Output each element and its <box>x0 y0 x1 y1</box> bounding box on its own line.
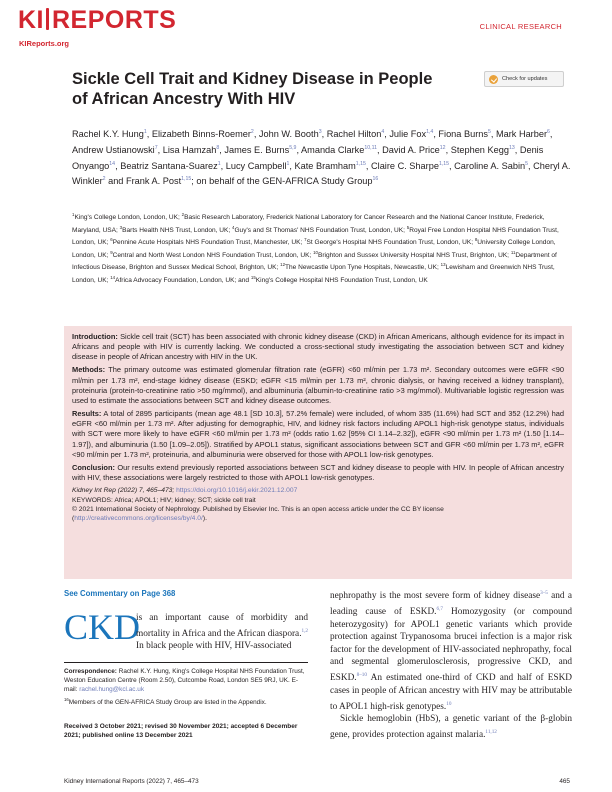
check-updates-icon <box>489 75 498 84</box>
affiliation-number: 15 <box>250 274 256 280</box>
author-name[interactable]: Beatriz Santana-Suarez <box>120 160 218 171</box>
author-name[interactable]: Lucy Campbell <box>225 160 287 171</box>
check-for-updates-button[interactable]: Check for updates <box>484 71 564 87</box>
affiliation-text: Africa Advocacy Foundation, London, UK; and <box>115 277 251 285</box>
affiliation-text: Pennine Acute Hospitals NHS Foundation Trust, Manchester, UK; <box>112 239 305 247</box>
author-name[interactable]: Elizabeth Binns-Roemer <box>151 129 251 140</box>
affiliation-text: Brighton and Sussex University Hospital NHS Trust, Brighton, UK; <box>317 251 511 259</box>
affiliation-number: 9 <box>110 249 113 255</box>
author-name[interactable]: Lisa Hamzah <box>162 144 217 155</box>
section-label: CLINICAL RESEARCH <box>479 22 562 31</box>
affiliation-marker[interactable]: 6 <box>547 129 550 135</box>
affiliation-marker[interactable]: 5 <box>525 160 529 167</box>
correspondence-block: Correspondence: Rachel K.Y. Hung, King's College Hospital NHS Foundation Trust, Weston Education Centre (Room 2.50), Cutcombe Road, London SE5 9RJ, UK. E-mail: rachel.hung@kcl.ac.uk $^{16}$Members of the GEN-AFRICA Study Group are listed in the Appendix. <box>64 668 305 706</box>
author-name[interactable]: James E. Burns <box>224 144 290 155</box>
affiliation-marker[interactable]: 12 <box>439 144 446 151</box>
body-right-column <box>330 587 572 742</box>
affiliation-text: King's College London, London, UK; <box>74 214 182 222</box>
affiliation-text: Basic Research Laboratory, Frederick National Laboratory for Cancer Research and the National Cancer Institute, Frederick, Maryland, USA; <box>72 214 545 234</box>
author-name[interactable]: Stephen Kegg <box>450 144 509 155</box>
reference-link[interactable]: 8–10 <box>356 672 367 679</box>
affiliation-number: 1 <box>72 212 75 217</box>
affiliation-text: Royal Free London Hospital NHS Foundation Trust, London, UK; <box>72 226 559 247</box>
reference-link[interactable]: 1,2 <box>301 627 308 634</box>
article-title: Sickle Cell Trait and Kidney Disease in People of African Ancestry With HIV <box>72 70 433 108</box>
affiliation-marker[interactable]: 1 <box>143 129 147 135</box>
affiliation-number: 12 <box>280 262 286 268</box>
keywords-line: KEYWORDS: Africa; APOL1; HIV; kidney; SCT; sickle cell trait <box>72 496 256 504</box>
affiliation-text: University College London, London, UK; <box>72 239 556 259</box>
affiliation-number: 3 <box>119 224 123 230</box>
author-name[interactable]: John W. Booth <box>258 129 319 140</box>
affiliation-marker[interactable]: 16 <box>372 176 379 183</box>
author-name[interactable]: Frank A. Post <box>125 176 182 187</box>
affiliation-text: St George's Hospital NHS Foundation Trust, London, UK; <box>306 239 475 247</box>
page-number: 465 <box>559 778 570 785</box>
affiliation-marker[interactable]: 2 <box>102 176 106 183</box>
received-dates: Received 3 October 2021; revised 30 November 2021; accepted 6 December 2021; published online 13 December 2021 <box>64 723 298 740</box>
body-paragraph: Sickle hemoglobin (HbS), a genetic variant of the β-globin gene, provides protection against malaria.$^{11,12}$ <box>330 714 572 741</box>
reference-link[interactable]: 10 <box>446 700 452 707</box>
affiliation-text: Central and North West London NHS Foundation Trust, London, UK; <box>112 251 314 259</box>
affiliation-marker[interactable]: 2 <box>250 129 254 135</box>
affiliation-number: 2 <box>181 212 185 217</box>
affiliation-marker[interactable]: 5,9 <box>289 144 297 151</box>
author-name[interactable]: Rachel K.Y. Hung <box>72 129 144 140</box>
affiliation-marker[interactable]: 1,15 <box>355 160 366 167</box>
affiliation-marker[interactable]: 1 <box>286 160 290 167</box>
affiliation-text: Department of Infectious Disease, Brighton and Sussex Medical School, Brighton, UK; <box>72 251 557 272</box>
author-name[interactable]: Denis Onyango <box>72 144 544 171</box>
author-list: Rachel K.Y. Hung$^1$, Elizabeth Binns-Roemer$^2$, John W. Booth$^3$, Rachel Hilton$^4$, Julie Fox$^{1,4}$, Fiona Burns$^5$, Mark Harber$^6$, Andrew Ustianowski$^7$, Lisa Hamzah$^8$, James E. Burns$^{5,9}$, Amanda Clarke$^{10,11}$, David A. Price$^{12}$, Stephen Kegg$^{13}$, Denis Onyango$^{14}$, Beatriz Santana-Suarez$^1$, Lucy Campbell$^1$, Kate Bramham$^{1,15}$, Claire C. Sharpe$^{1,15}$, Caroline A. Sabin$^5$, Cheryl A. Winkler$^2$ and Frank A. Post$^{1,15}$; on behalf of the GEN-AFRICA Study Group$^{16}$ <box>72 129 571 187</box>
author-name[interactable]: Mark Harber <box>495 129 548 140</box>
author-name[interactable]: Julie Fox <box>389 129 427 140</box>
reference-link[interactable]: 3–5 <box>540 590 548 596</box>
affiliation-text: Barts Health NHS Trust, London, UK; <box>122 226 233 234</box>
affiliation-text: Guy's and St Thomas' NHS Foundation Trust, London, UK; <box>234 226 407 234</box>
email-link[interactable]: rachel.hung@kcl.ac.uk <box>79 686 145 694</box>
author-name[interactable]: Andrew Ustianowski <box>72 144 155 155</box>
body-left-column <box>64 607 308 656</box>
reference-link[interactable]: 11,12 <box>485 728 497 735</box>
affiliation-marker[interactable]: 14 <box>109 160 116 167</box>
drop-cap: CKD <box>64 607 141 647</box>
affiliation-marker[interactable]: 5 <box>487 129 491 135</box>
body-paragraph: nephropathy is the most severe form of kidney disease$^{3-5}$ and a leading cause of ESKD.$^{6,7}$ Homozygosity (or compound heterozygosity) for APOL1 genetic variants which provide protection against Trypanosoma brucei infection is a major risk factor for the development of HIV-associated nephropathy, focal and segmental glomerulosclerosis, progressive CKD, and ESKD.$^{8-10}$ An estimated one-third of CKD and half of ESKD cases in people of African ancestry with HIV may be attributable to APOL1 high-risk genotypes.$^{10}$ <box>330 590 572 712</box>
footer-journal: Kidney International Reports (2022) 7, 465–473 <box>64 778 199 785</box>
affiliation-marker[interactable]: 13 <box>508 144 515 151</box>
affiliation-text: Lewisham and Greenwich NHS Trust, London, UK; <box>72 264 555 285</box>
author-name[interactable]: on behalf of the GEN-AFRICA Study Group <box>196 176 373 187</box>
affiliation-marker[interactable]: 7 <box>154 144 158 151</box>
author-name[interactable]: Rachel Hilton <box>326 129 382 140</box>
commentary-link[interactable]: See Commentary on Page 368 <box>64 589 176 598</box>
affiliation-marker[interactable]: 1,4 <box>426 129 434 135</box>
affiliation-text: King's College Hospital NHS Foundation Trust, London, UK <box>255 277 428 285</box>
affiliation-number: 6 <box>110 237 113 243</box>
affiliation-number: 14 <box>110 274 116 280</box>
author-name[interactable]: Kate Bramham <box>294 160 356 171</box>
abstract-conclusion: Conclusion: Our results extend previously reported associations between SCT and kidney disease to people with HIV. In people of African ancestry with HIV, these associations were largely restricted to those with APOL1 low-risk genotypes. <box>72 462 564 483</box>
abstract-introduction: Introduction: Sickle cell trait (SCT) has been associated with chronic kidney disease (CKD) in African Americans, although evidence for its impact in Africans and people with HIV is currently lacking. We conducted a cross-sectional study investigating the association between SCT and kidney disease in people of African ancestry with HIV in the UK. <box>72 332 564 362</box>
affiliation-marker[interactable]: 8 <box>216 144 220 151</box>
author-name[interactable]: Claire C. Sharpe <box>371 160 439 171</box>
abstract-methods: Methods: The primary outcome was estimated glomerular filtration rate (eGFR) <60 ml/min per 1.73 m². Secondary outcomes were eGFR <90 ml/min per 1.73 m², end-stage kidney disease (ESKD; eGFR <15 ml/min per 1.73 m², chronic dialysis, or having received a kidney transplant), proteinuria (protein-to-creatinine ratio >50 mg/mmol), and albuminuria (albumin-to-creatinine ratio >3 mg/mmol). Multivariable logistic regression was used to estimate the associations between SCT and kidney disease outcomes. <box>72 365 564 405</box>
journal-logo[interactable]: KI REPORTS <box>18 6 177 34</box>
correspondence-divider <box>64 662 308 663</box>
abstract-results: Results: A total of 2895 participants (mean age 48.1 [SD 10.3], 57.2% female) were included, of whom 335 (11.6%) had SCT and 352 (12.2%) had eGFR <60 ml/min per 1.73 m². After adjusting for demographic, HIV, and kidney risk factors including APOL1 high-risk genotype status, individuals with SCT were more likely to have eGFR <60 ml/min per 1.73 m² (odds ratio 1.62 [95% CI 1.14–2.32]), eGFR <90 ml/min per 1.73 m² (1.50 [1.14–1.97]), and albuminuria (1.50 [1.09–2.05]). Stratified by APOL1 status, significant associations between SCT and GFR <60 ml/min per 1.73 m², eGFR <90 ml/min per 1.73 m², proteinuria, and albuminuria were observed for those with APOL1 low-risk genotypes. <box>72 409 564 459</box>
journal-url[interactable]: KIReports.org <box>19 39 70 48</box>
affiliation-list <box>72 210 572 285</box>
intro-paragraph: is an important cause of morbidity and mortality in Africa and the African diaspora.$^{1,2}$ In black people with HIV, HIV-associated <box>136 613 308 652</box>
license-link[interactable]: http://creativecommons.org/licenses/by/4.0/ <box>74 515 203 523</box>
affiliation-marker[interactable]: 1,15 <box>438 160 450 167</box>
affiliation-marker[interactable]: 1 <box>217 160 221 167</box>
affiliation-marker[interactable]: 10,11 <box>364 144 377 151</box>
copyright-line: © 2021 International Society of Nephrology. Published by Elsevier Inc. This is an open access article under the CC BY license (http://creativecommons.org/licenses/by/4.0/). <box>72 506 444 523</box>
affiliation-number: 8 <box>474 237 478 243</box>
author-name[interactable]: David A. Price <box>382 144 440 155</box>
logo-separator <box>46 8 49 30</box>
affiliation-number: 4 <box>232 224 235 230</box>
affiliation-marker[interactable]: 4 <box>381 129 385 135</box>
affiliation-marker[interactable]: 3 <box>318 129 322 135</box>
affiliation-number: 5 <box>406 224 410 230</box>
abstract-box <box>64 326 572 579</box>
reference-link[interactable]: 6,7 <box>436 605 443 612</box>
doi-link[interactable]: https://doi.org/10.1016/j.ekir.2021.12.007 <box>176 487 298 495</box>
author-name[interactable]: Amanda Clarke <box>301 144 365 155</box>
affiliation-marker[interactable]: 1,15 <box>181 176 192 183</box>
author-name[interactable]: Cheryl A. Winkler <box>72 160 571 187</box>
affiliation-number: 13 <box>440 262 446 268</box>
affiliation-text: The Newcastle Upon Tyne Hospitals, Newcastle, UK; <box>285 264 441 272</box>
author-name[interactable]: Fiona Burns <box>438 129 488 140</box>
affiliation-number: 10 <box>313 249 318 255</box>
affiliation-number: 11 <box>510 249 516 255</box>
author-name[interactable]: Caroline A. Sabin <box>454 160 526 171</box>
citation-line: Kidney Int Rep (2022) 7, 465–473; https://doi.org/10.1016/j.ekir.2021.12.007 <box>72 487 298 495</box>
affiliation-number: 7 <box>304 237 307 243</box>
